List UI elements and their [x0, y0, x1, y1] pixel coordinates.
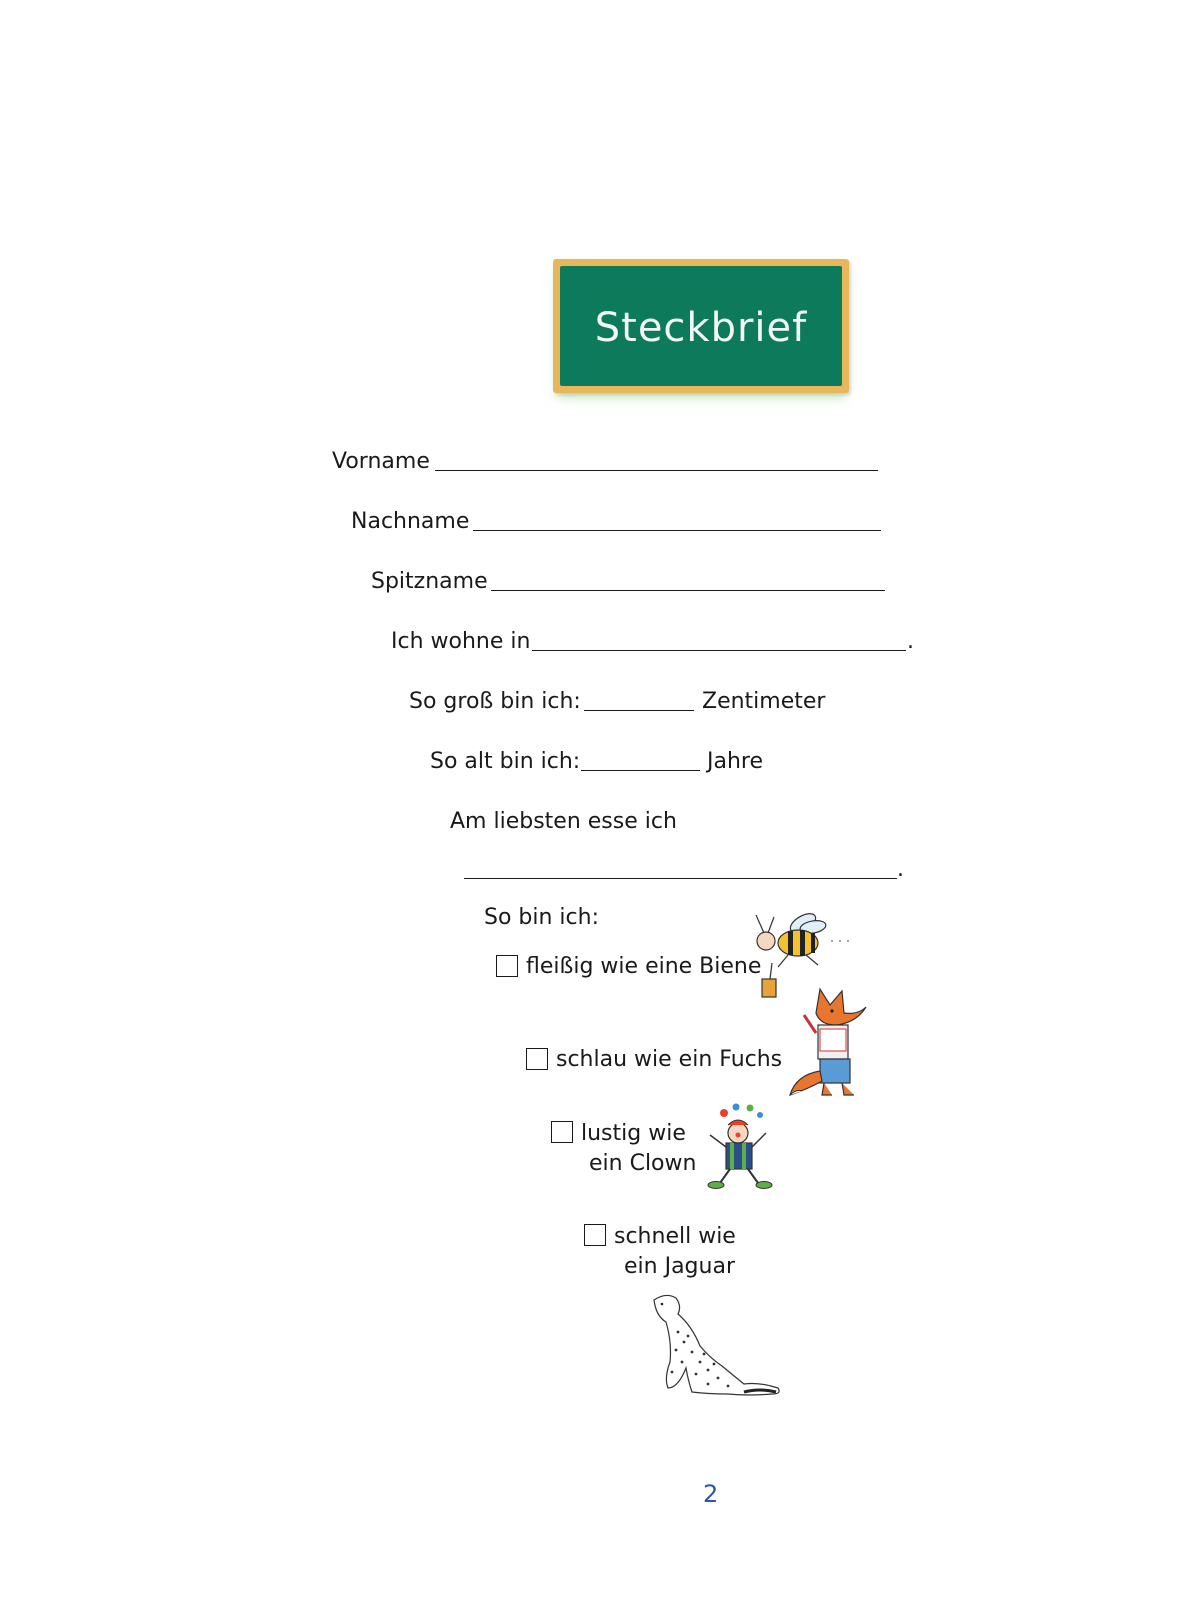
wohnort-label: Ich wohne in — [391, 629, 531, 654]
page-number: 2 — [703, 1480, 719, 1508]
chalkboard — [560, 266, 842, 386]
jaguar-label-line1: schnell wie — [614, 1224, 736, 1249]
lieblingsessen-label: Am liebsten esse ich — [450, 809, 677, 834]
lieblingsessen-field[interactable] — [464, 878, 897, 879]
wohnort-field[interactable] — [532, 650, 906, 651]
biene-label: fleißig wie eine Biene — [526, 954, 762, 979]
groesse-unit: Zentimeter — [702, 689, 826, 714]
clown-label-line2: ein Clown — [589, 1151, 697, 1176]
lieblingsessen-period: . — [897, 857, 904, 882]
jaguar-label-line2: ein Jaguar — [624, 1254, 735, 1279]
traits-heading: So bin ich: — [484, 905, 599, 930]
title-board — [553, 259, 849, 393]
clown-label-line1: lustig wie — [581, 1121, 686, 1146]
biene-checkbox[interactable] — [496, 955, 518, 977]
nachname-field[interactable] — [473, 530, 881, 531]
fuchs-label: schlau wie ein Fuchs — [556, 1047, 783, 1072]
alter-field[interactable] — [581, 770, 700, 771]
fox-illustration — [786, 985, 872, 1100]
fuchs-checkbox[interactable] — [526, 1048, 548, 1070]
jaguar-illustration — [648, 1292, 784, 1402]
nachname-label: Nachname — [351, 509, 470, 534]
wohnort-period: . — [907, 629, 914, 654]
alter-label: So alt bin ich: — [430, 749, 581, 774]
vorname-field[interactable] — [435, 470, 878, 471]
spitzname-field[interactable] — [491, 590, 885, 591]
alter-unit: Jahre — [707, 749, 764, 774]
groesse-label: So groß bin ich: — [409, 689, 581, 714]
clown-illustration — [700, 1103, 780, 1193]
jaguar-checkbox[interactable] — [584, 1224, 606, 1246]
groesse-field[interactable] — [584, 710, 694, 711]
vorname-label: Vorname — [332, 449, 430, 474]
spitzname-label: Spitzname — [371, 569, 488, 594]
page-title: Steckbrief — [594, 305, 808, 351]
clown-checkbox[interactable] — [551, 1121, 573, 1143]
